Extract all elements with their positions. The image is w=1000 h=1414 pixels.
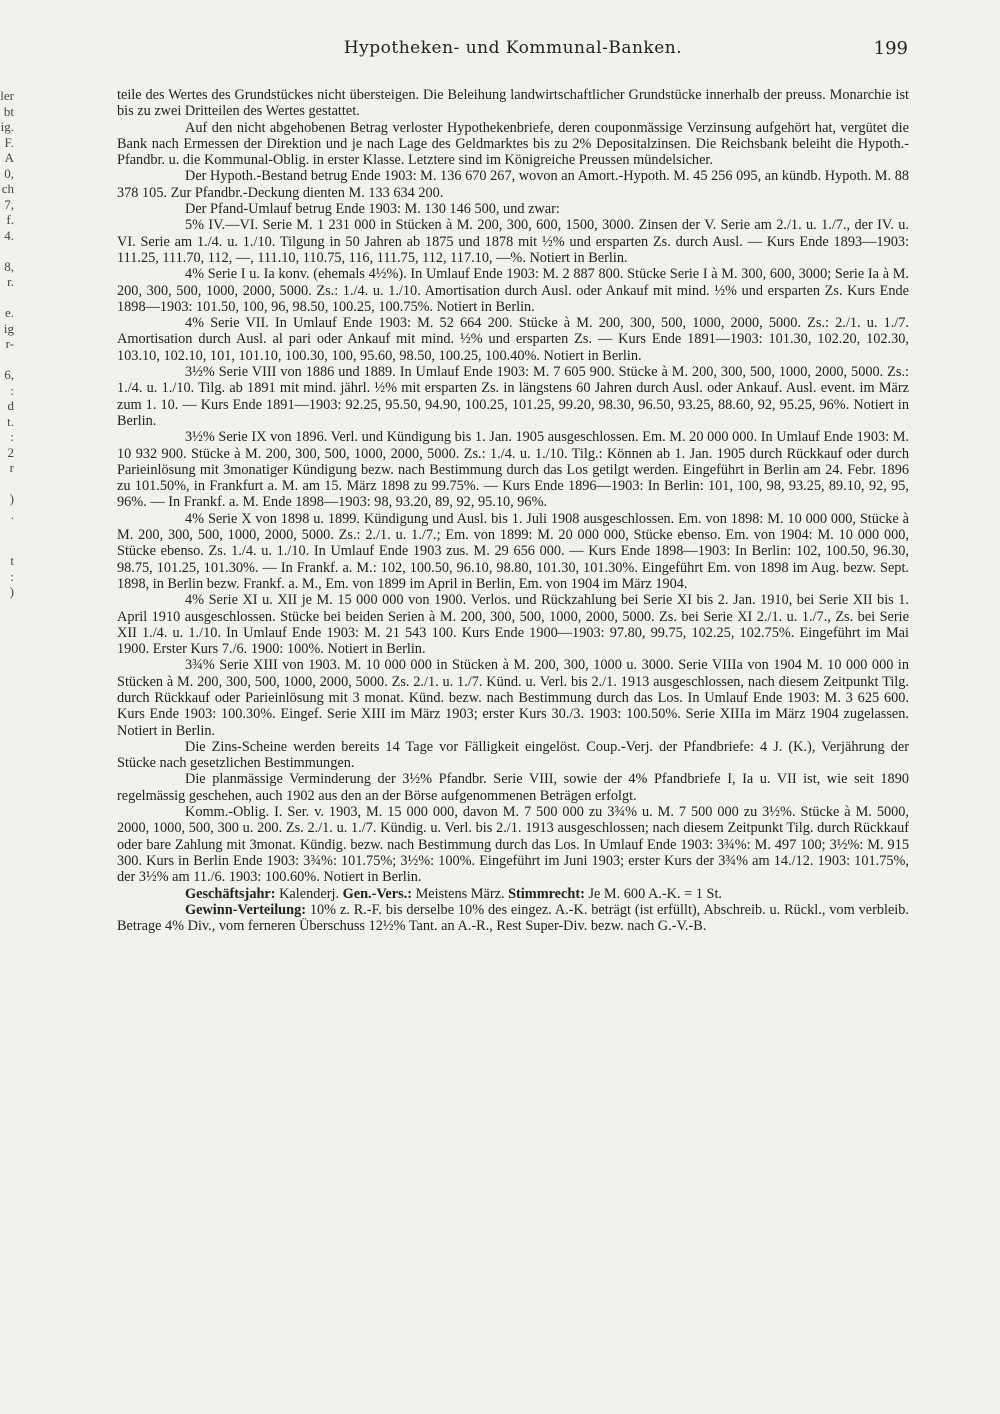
- margin-fragment: [0, 522, 14, 538]
- margin-fragment: ig.: [0, 119, 14, 134]
- margin-fragment: [0, 290, 14, 306]
- paragraph: 3½% Serie VIII von 1886 und 1889. In Umlauf Ende 1903: M. 7 605 900. Stücke à M. 200, 300, 500, 1000, 2000, 5000. Zs.: 1./4. u. 1./10. Tilg. ab 1891 mit mind. jährl. ½% mit ersparten Zs. in längstens 60 Jahren durch Ausl. oder Ankauf. Ausl. event. im März zum 1. 10. — Kurs Ende 1891—1903: 92.25, 95.50, 94.90, 100.25, 101.25, 99.20, 98.30, 96.50, 93.25, 88.60, 92, 95.25, 96%. Notiert in Berlin.: [117, 364, 909, 429]
- margin-fragment: r: [9, 460, 14, 475]
- gewinn-value: 10% z. R.-F. bis derselbe 10% des eingez. A.-K. beträgt (ist erfüllt), Abschreib. u. Rückl., vom verbleib. Betrage 4% Div., vom ferneren Überschuss 12½% Tant. an A.-R., Rest Super-Div. bezw. nach G.-V.-B.: [117, 901, 909, 935]
- left-margin-fragments: [0, 88, 14, 788]
- margin-fragment: [0, 243, 14, 259]
- margin-fragment: t: [10, 553, 14, 568]
- margin-fragment: t.: [7, 413, 14, 429]
- margin-fragment: 7,: [4, 196, 14, 212]
- margin-fragment: 2: [7, 444, 14, 460]
- paragraph: Komm.-Oblig. I. Ser. v. 1903, M. 15 000 000, davon M. 7 500 000 zu 3¾% u. M. 7 500 000 zu 3½%. Stücke à M. 5000, 2000, 1000, 500, 300 u. 200. Zs. 2./1. u. 1./7. Kündig. u. Verl. bis 2./1. 1913 ausgeschlossen; nach diesem Zeitpunkt Tilg. durch Rückkauf oder bare Zahlung mit 3monat. Kündig. bezw. nach Bestimmung durch das Los. In Umlauf Ende 1903: 3¾%: M. 497 100; 3½%: M. 915 300. Kurs in Berlin Ende 1903: 3¾%: 101.75%; 3½%: 100%. Eingeführt im Juni 1903; erster Kurs der 3¾% am 14./12. 1903: 101.75%, der 3½% am 11./6. 1903: 100.60%. Notiert in Berlin.: [117, 804, 909, 886]
- page-title: Hypotheken- und Kommunal-Banken.: [343, 38, 683, 58]
- margin-fragment: [0, 352, 14, 368]
- paragraph: 4% Serie I u. Ia konv. (ehemals 4½%). In Umlauf Ende 1903: M. 2 887 800. Stücke Serie I à M. 300, 600, 3000; Serie Ia à M. 200, 300, 500, 1000, 2000, 5000. Zs.: 1./4. u. 1./10. Amortisation durch Ausl. oder Ankauf mit mind. ½% und ersparten Zs. Kurs Ende 1898—1903: 101.50, 100, 96, 98.50, 100.25, 100.75%. Notiert in Berlin.: [117, 266, 909, 315]
- margin-fragment: 4.: [4, 227, 14, 243]
- margin-fragment: [0, 538, 14, 554]
- running-head: [118, 38, 908, 62]
- margin-fragment: ): [9, 491, 14, 506]
- margin-fragment: :: [10, 568, 14, 584]
- margin-fragment: ig: [3, 320, 14, 336]
- margin-fragment: ler: [0, 88, 14, 103]
- paragraph-list: [117, 87, 909, 886]
- body-text: [117, 87, 909, 934]
- genvers-value: Meistens März.: [415, 885, 505, 902]
- margin-fragment: r-: [5, 336, 14, 351]
- paragraph: 3½% Serie IX von 1896. Verl. und Kündigung bis 1. Jan. 1905 ausgeschlossen. Em. M. 20 000 000. In Umlauf Ende 1903: M. 10 932 900. Stücke à M. 200, 300, 500, 1000, 2000, 5000. Zs.: 1./4. u. 1./10. Tilg.: Können ab 1. Jan. 1905 durch Rückkauf oder durch Parieinlösung mit 3monatiger Kündigung bezw. nach Bestimmung durch das Los getilgt werden. Eingeführt in Berlin am 24. Febr. 1896 zu 101.50%, in Frankfurt a. M. am 15. März 1898 zu 99.75%. — Kurs Ende 1896—1903: In Berlin: 101, 100, 98, 93.25, 89.10, 92, 95, 96%. — In Frankf. a. M. Ende 1898—1903: 98, 93.20, 89, 92, 95.10, 96%.: [117, 429, 909, 511]
- paragraph: teile des Wertes des Grundstückes nicht übersteigen. Die Beleihung landwirtschaftlicher Grundstücke innerhalb der preuss. Monarchie ist bis zu zwei Dritteilen des Wertes gestattet.: [117, 87, 909, 120]
- geschaeftsjahr-label: Geschäftsjahr:: [185, 885, 276, 902]
- stimmrecht-value: Je M. 600 A.-K. = 1 St.: [588, 885, 723, 902]
- margin-fragment: .: [10, 506, 14, 522]
- margin-fragment: :: [10, 382, 14, 398]
- paragraph: 4% Serie X von 1898 u. 1899. Kündigung und Ausl. bis 1. Juli 1908 ausgeschlossen. Em. von 1898: M. 10 000 000, Stücke à M. 200, 300, 500, 1000, 2000, 5000. Zs.: 2./1. u. 1./7.; Em. von 1899: M. 20 000 000, Stücke ebenso. Em. von 1904: M. 10 000 000, Stücke ebenso. Zs. 1./4. u. 1./10. In Umlauf Ende 1903 zus. M. 29 656 000. — Kurs Ende 1898—1903: In Berlin: 102, 100.50, 96.30, 98.75, 101.25, 101.30%. — In Frankf. a. M.: 102, 100.50, 96.10, 98.80, 101.30, 101.30%. Eingeführt Em. von 1898 im Aug. bezw. Sept. 1898, in Berlin bezw. Frankf. a. M., Em. von 1899 im April in Berlin, Em. von 1904 im März 1904.: [117, 510, 909, 592]
- margin-fragment: 6,: [4, 367, 14, 382]
- margin-fragment: e.: [4, 305, 14, 320]
- margin-fragment: d: [7, 398, 14, 413]
- paragraph: Auf den nicht abgehobenen Betrag verloster Hypothekenbriefe, deren couponmässige Verzinsung aufgehört hat, vergütet die Bank nach Ermessen der Direktion und je nach Lage des Geldmarktes bis zu 2% Depositalzinsen. Die Reichsbank beleiht die Hypoth.-Pfandbr. u. die Kommunal-Oblig. in erster Klasse. Letztere sind im Königreiche Preussen mündelsicher.: [117, 119, 909, 169]
- paragraph: Der Hypoth.-Bestand betrug Ende 1903: M. 136 670 267, wovon an Amort.-Hypoth. M. 45 256 095, an kündb. Hypoth. M. 88 378 105. Zur Pfandbr.-Deckung dienten M. 133 634 200.: [117, 168, 909, 201]
- margin-fragment: [0, 476, 14, 492]
- paragraph: Die Zins-Scheine werden bereits 14 Tage vor Fälligkeit eingelöst. Coup.-Verj. der Pfandbriefe: 4 J. (K.), Verjährung der Stücke nach gesetzlichen Bestimmungen.: [117, 738, 909, 772]
- genvers-label: Gen.-Vers.:: [342, 885, 412, 902]
- margin-fragment: 8,: [4, 258, 14, 274]
- paragraph: Der Pfand-Umlauf betrug Ende 1903: M. 130 146 500, und zwar:: [185, 201, 560, 218]
- paragraph: Die planmässige Verminderung der 3½% Pfandbr. Serie VIII, sowie der 4% Pfandbriefe I, Ia u. VII ist, wie seit 1890 regelmässig geschehen, auch 1902 aus den an der Börse aufgenommenen Beträgen erfolgt.: [117, 771, 909, 804]
- margin-fragment: F.: [4, 134, 14, 150]
- geschaeftsjahr-value: Kalenderj.: [279, 885, 340, 902]
- paragraph: 4% Serie XI u. XII je M. 15 000 000 von 1900. Verlos. und Rückzahlung bei Serie XI bis 2. Jan. 1910, bei Serie XII bis 1. April 1910 ausgeschlossen. Stücke bei beiden Serien à M. 200, 300, 500, 1000, 2000, 5000. Zs. bei Serie XI 2./1. u. 1./7., Zs. bei Serie XII 1./4. u. 1./10. In Umlauf Ende 1903: M. 21 543 100. Kurs Ende 1900—1903: 97.80, 99.75, 102.25, 102.75%. Eingeführt im Mai 1900. Erster Kurs 7./6. 1900: 100%. Notiert in Berlin.: [117, 592, 909, 658]
- stimmrecht-label: Stimmrecht:: [508, 885, 585, 902]
- margin-fragment: r.: [7, 274, 14, 289]
- gewinn-label: Gewinn-Verteilung:: [185, 901, 306, 918]
- footer-line-2: [117, 902, 909, 935]
- margin-fragment: :: [10, 429, 14, 444]
- footer-line-1: [117, 886, 909, 902]
- margin-fragment: 0,: [4, 165, 14, 181]
- margin-fragment: f.: [6, 212, 14, 227]
- paragraph: 3¾% Serie XIII von 1903. M. 10 000 000 in Stücken à M. 200, 300, 1000 u. 3000. Serie VIIIa von 1904 M. 10 000 000 in Stücken à M. 200, 300, 500, 1000, 2000, 5000. Zs. 2./1. u. 1./7. Künd. u. Verl. bis 2./1. 1913 ausgeschlossen, nach diesem Zeitpunkt Tilg. durch Rückkauf oder Parieinlösung mit 3 monat. Künd. bezw. nach Bestimmung durch das Los. In Umlauf Ende 1903: M. 3 625 600. Kurs Ende 1903: 100.30%. Eingef. Serie XIII im März 1903; erster Kurs 30./3. 1903: 100.50%. Serie XIIIa im März 1904 zugelassen. Notiert in Berlin.: [117, 657, 909, 739]
- margin-fragment: A: [4, 150, 14, 165]
- paragraph: 5% IV.—VI. Serie M. 1 231 000 in Stücken à M. 200, 300, 600, 1500, 3000. Zinsen der V. Serie am 2./1. u. 1./7., der IV. u. VI. Serie am 1./4. u. 1./10. Tilgung in 50 Jahren ab 1875 und 1878 mit ½% und ersparten Zs. durch Ausl. — Kurs Ende 1893—1903: 111.25, 111.70, 112, —, 111.10, 110.75, 116, 111.75, 112, 117.10, —%. Notiert in Berlin.: [117, 217, 909, 266]
- paragraph: 4% Serie VII. In Umlauf Ende 1903: M. 52 664 200. Stücke à M. 200, 300, 500, 1000, 2000, 5000. Zs.: 2./1. u. 1./7. Amortisation durch Ausl. al pari oder Ankauf mit mind. ½% und ersparten Zs. — Kurs Ende 1891—1903: 101.30, 102.20, 102.30, 103.10, 102.10, 101, 101.10, 100.30, 100, 95.60, 98.50, 100.25, 100.40%. Notiert in Berlin.: [117, 315, 909, 364]
- margin-fragment: ): [9, 584, 14, 599]
- page-number: 199: [873, 38, 908, 59]
- margin-fragment: ch: [1, 181, 14, 196]
- margin-fragment: bt: [3, 103, 14, 119]
